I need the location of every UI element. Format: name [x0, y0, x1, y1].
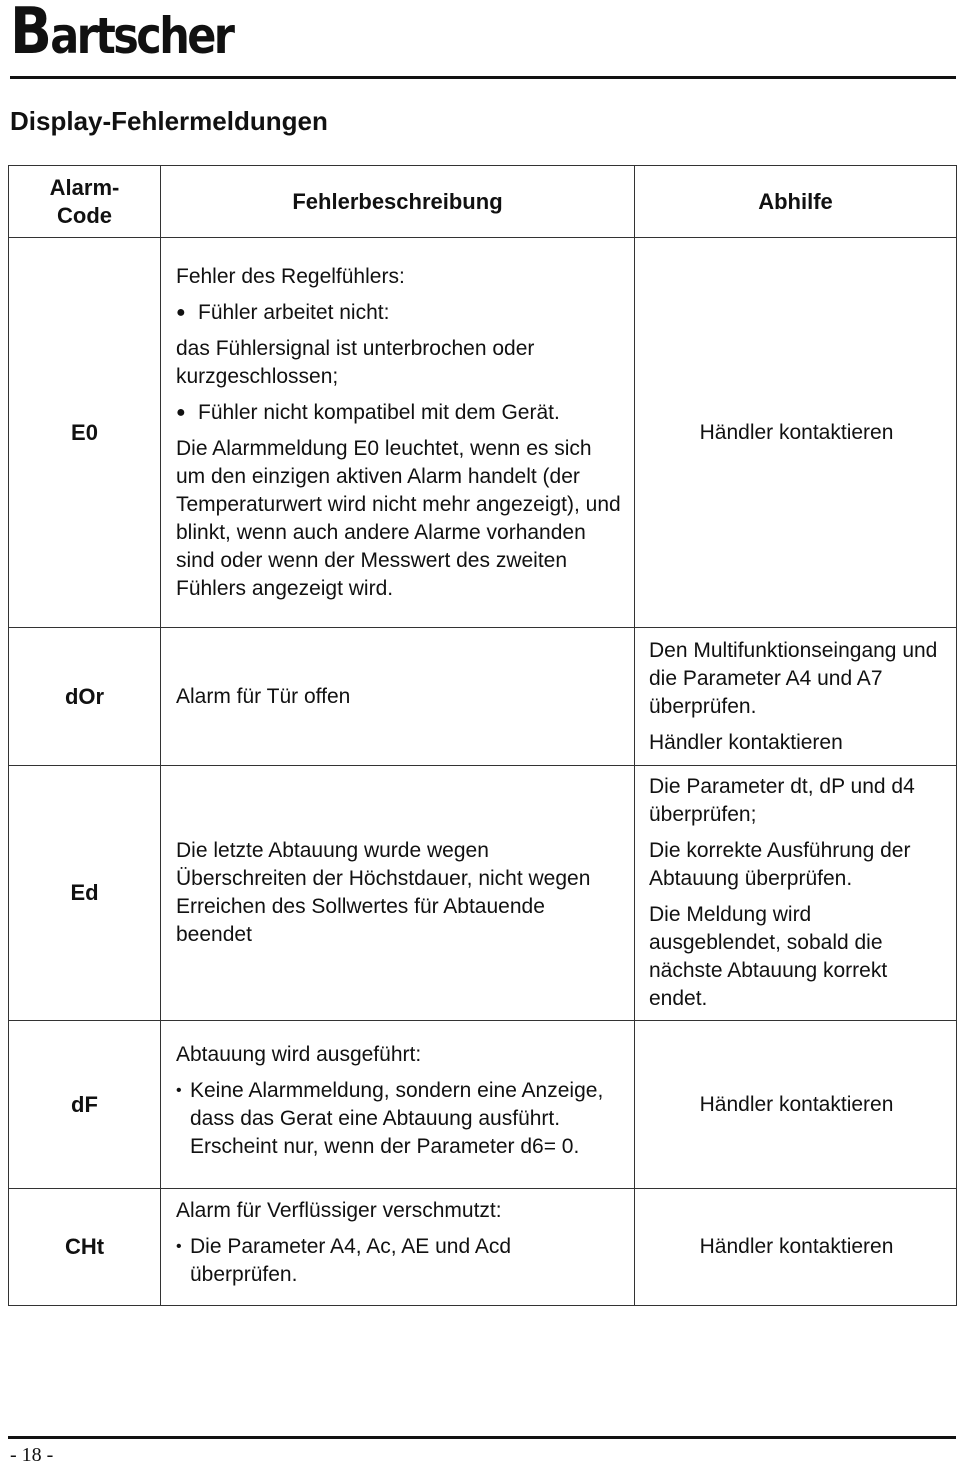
page-title: Display-Fehlermeldungen	[10, 106, 328, 136]
error-description	[161, 238, 635, 628]
footer-rule	[8, 1436, 956, 1439]
remedy: Händler kontaktieren	[635, 1189, 957, 1306]
error-description: Abtauung wird ausgeführt: • Keine Alarmmeldung, sondern eine Anzeige, dass das Gerat eine Abtauung ausführt. Erscheint nur, wenn der Parameter d6= 0.	[161, 1021, 635, 1189]
bullet-item: • Die Parameter A4, Ac, AE und Acd überprüfen.	[176, 1233, 622, 1289]
error-description: Alarm für Tür offen	[161, 628, 635, 766]
bullet-item: • Keine Alarmmeldung, sondern eine Anzeige, dass das Gerat eine Abtauung ausführt. Erscheint nur, wenn der Parameter d6= 0.	[176, 1077, 622, 1161]
bullet-icon: ●	[176, 403, 186, 421]
alarm-code: dF	[9, 1021, 161, 1189]
table-row	[9, 1189, 957, 1306]
error-table	[8, 165, 957, 1306]
description-intro: Fehler des Regelfühlers:	[176, 264, 405, 288]
error-description: Die letzte Abtauung wurde wegen Überschreiten der Höchstdauer, nicht wegen Erreichen des Sollwertes für Abtauende beendet	[161, 766, 635, 1021]
header-description: Fehlerbeschreibung	[161, 166, 635, 238]
description-text: Die Alarmmeldung E0 leuchtet, wenn es sich um den einzigen aktiven Alarm handelt (der Temperaturwert wird nicht mehr angezeigt), und blinkt, wenn auch andere Alarme vorhanden sind oder wenn der Messwert des zweiten Fühlers angezeigt wird.	[176, 436, 621, 600]
page-number: - 18 -	[10, 1444, 54, 1466]
bullet-icon: ●	[176, 303, 186, 321]
table-row	[9, 628, 957, 766]
table-row	[9, 238, 957, 628]
header-alarm-code: Alarm- Code	[9, 166, 161, 238]
bullet-subtext: das Fühlersignal ist unterbrochen oder kurzgeschlossen;	[176, 336, 535, 388]
header-rule	[10, 76, 956, 79]
table-header-row	[9, 166, 957, 238]
bullet-item: ● Fühler nicht kompatibel mit dem Gerät.	[176, 399, 622, 427]
remedy: Händler kontaktieren	[635, 238, 957, 628]
logo-text: artscher	[50, 7, 233, 65]
alarm-code: dOr	[9, 628, 161, 766]
alarm-code: E0	[9, 238, 161, 628]
error-description: Alarm für Verflüssiger verschmutzt: • Die Parameter A4, Ac, AE und Acd überprüfen.	[161, 1189, 635, 1306]
remedy: Händler kontaktieren	[635, 1021, 957, 1189]
bullet-icon: •	[176, 1238, 182, 1255]
bullet-item: ● Fühler arbeitet nicht:	[176, 299, 622, 327]
bullet-icon: •	[176, 1081, 182, 1099]
bartscher-logo: Bartscher	[10, 0, 233, 69]
table-row	[9, 766, 957, 1021]
remedy: Den Multifunktionseingang und die Parameter A4 und A7 überprüfen. Händler kontaktieren	[635, 628, 957, 766]
table-row	[9, 1021, 957, 1189]
alarm-code: CHt	[9, 1189, 161, 1306]
header-remedy: Abhilfe	[635, 166, 957, 238]
remedy: Die Parameter dt, dP und d4 überprüfen; Die korrekte Ausführung der Abtauung überprüfen. Die Meldung wird ausgeblendet, sobald die nächste Abtauung korrekt endet.	[635, 766, 957, 1021]
alarm-code: Ed	[9, 766, 161, 1021]
